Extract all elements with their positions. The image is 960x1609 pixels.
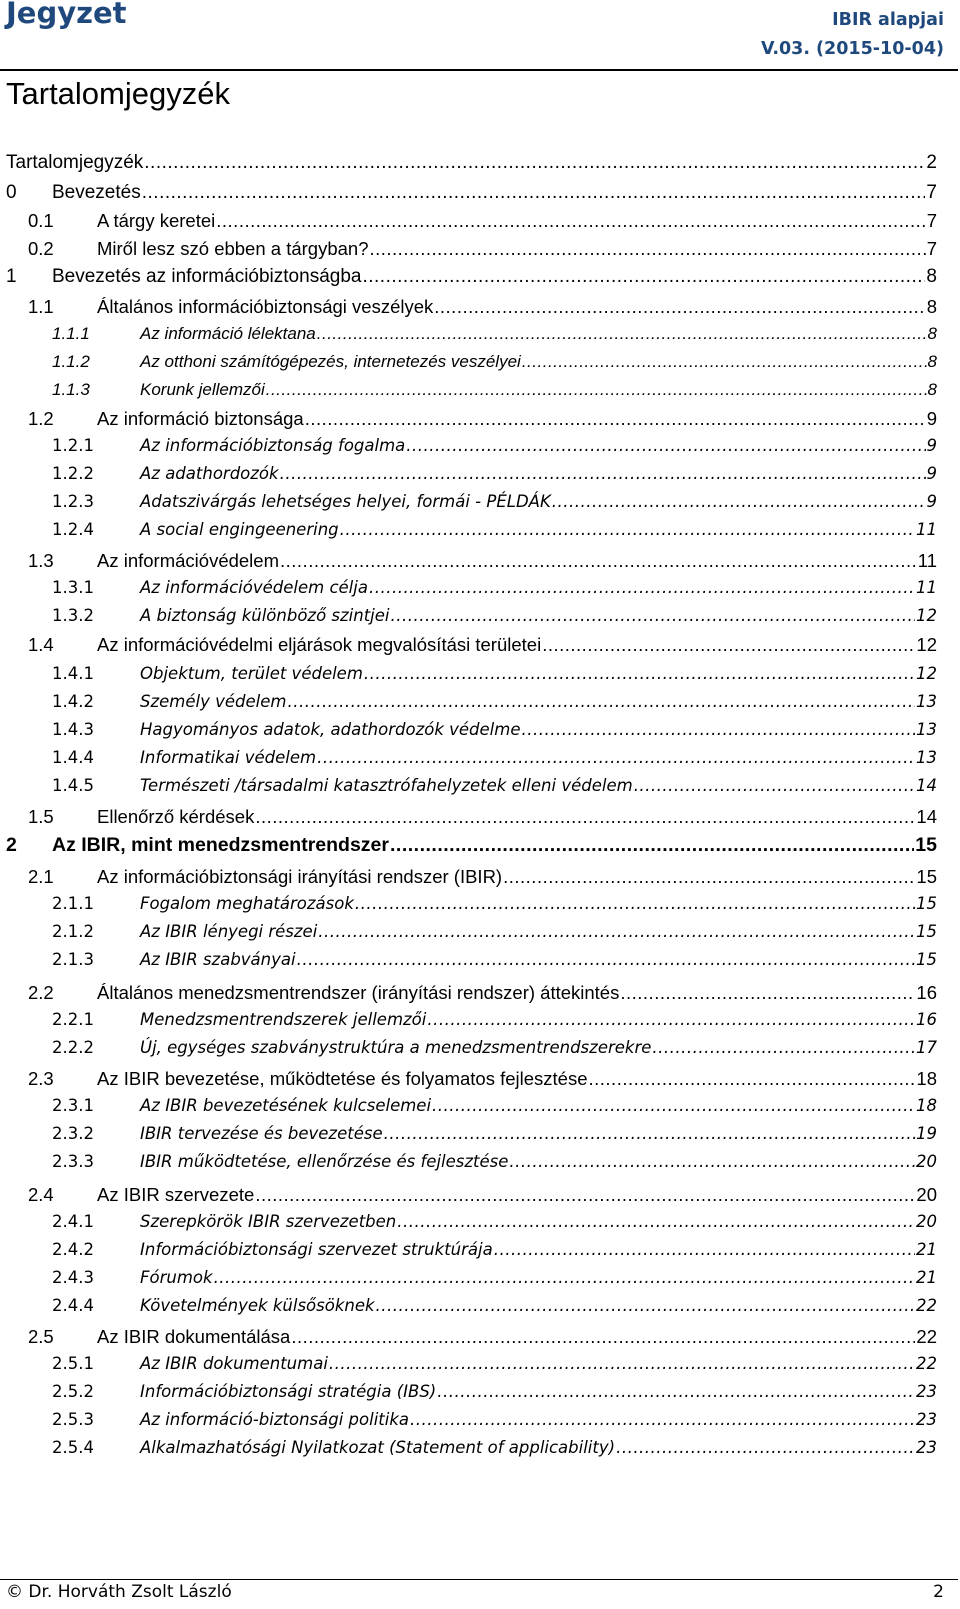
toc-entry-number: 1.2.4 (52, 520, 94, 539)
toc-entry-title: Alkalmazhatósági Nyilatkozat (Statement of applicability) (140, 1438, 616, 1457)
toc-entry-number: 2.3 (28, 1068, 54, 1089)
toc-entry-title: Az IBIR bevezetésének kulcselemei (140, 1096, 432, 1115)
toc-entry-line (97, 982, 937, 1004)
toc-entry-page: 9 (926, 408, 937, 429)
toc-entry[interactable] (0, 550, 960, 576)
toc-dot-leader (494, 1240, 915, 1259)
toc-dot-leader (432, 1096, 915, 1115)
toc-entry-page: 23 (916, 1382, 937, 1401)
toc-entry-title: Bevezetés az információbiztonságba (52, 266, 362, 287)
toc-entry[interactable] (0, 464, 960, 490)
toc-entry[interactable] (0, 436, 960, 462)
toc-entry[interactable] (0, 182, 960, 208)
toc-dot-leader (280, 464, 926, 483)
toc-entry-number: 2 (6, 834, 17, 856)
toc-entry-page: 7 (926, 210, 937, 231)
toc-entry[interactable] (0, 1410, 960, 1436)
toc-entry-page: 20 (916, 1184, 937, 1205)
toc-entry-line (140, 492, 937, 511)
toc-entry-line (140, 1096, 937, 1115)
toc-dot-leader (142, 182, 926, 204)
toc-entry-title: Általános információbiztonsági veszélyek (97, 296, 434, 317)
toc-entry-number: 2.3.3 (52, 1152, 94, 1171)
toc-entry-number: 1.1.3 (52, 380, 90, 399)
toc-entry-line (97, 1068, 937, 1090)
toc-entry-line (140, 1240, 937, 1259)
toc-dot-leader (318, 922, 915, 941)
toc-entry-title: Az adathordozók (140, 464, 279, 483)
toc-entry-page: 8 (926, 296, 937, 317)
toc-entry[interactable] (0, 922, 960, 948)
page-title: Tartalomjegyzék (6, 76, 230, 111)
toc-entry[interactable] (0, 352, 960, 378)
toc-entry[interactable] (0, 1038, 960, 1064)
toc-entry[interactable] (0, 748, 960, 774)
header-divider (0, 69, 958, 71)
toc-entry-page: 23 (916, 1438, 937, 1457)
toc-entry-page: 7 (926, 182, 937, 203)
toc-entry-number: 1.5 (28, 806, 54, 827)
toc-entry-line (140, 464, 937, 483)
toc-entry-line (140, 692, 937, 711)
toc-dot-leader (291, 1326, 915, 1348)
toc-dot-leader (255, 806, 915, 828)
toc-dot-leader (287, 692, 915, 711)
toc-entry-number: 2.3.1 (52, 1096, 94, 1115)
toc-entry-line (140, 436, 937, 455)
toc-entry[interactable] (0, 1068, 960, 1094)
toc-entry-line (140, 352, 937, 372)
page-header (0, 0, 960, 72)
toc-entry-number: 1.4.1 (52, 664, 94, 683)
toc-dot-leader (406, 436, 925, 455)
toc-dot-leader (376, 1296, 915, 1315)
toc-entry[interactable] (0, 1152, 960, 1178)
toc-entry-number: 2.5.2 (52, 1382, 94, 1401)
toc-entry-page: 23 (916, 1410, 937, 1429)
toc-entry[interactable] (0, 1240, 960, 1266)
toc-entry-title: Információbiztonsági szervezet struktúrája (140, 1240, 493, 1259)
toc-entry[interactable] (0, 606, 960, 632)
toc-entry-page: 13 (916, 748, 937, 767)
toc-entry[interactable] (0, 1382, 960, 1408)
toc-entry-number: 1.2.2 (52, 464, 94, 483)
toc-entry-line (140, 1410, 937, 1429)
toc-entry-title: Az információvédelem (97, 550, 279, 571)
toc-entry-title: Menedzsmentrendszerek jellemzői (140, 1010, 427, 1029)
toc-entry-page: 15 (916, 866, 937, 887)
toc-entry-line (97, 806, 937, 828)
toc-entry-title: Fogalom meghatározások (140, 894, 354, 913)
toc-entry-number: 1.1.2 (52, 352, 90, 371)
toc-entry-page: 12 (916, 664, 937, 683)
toc-dot-leader (317, 748, 915, 767)
toc-entry-number: 1.3.1 (52, 578, 94, 597)
toc-entry[interactable] (0, 1010, 960, 1036)
toc-dot-leader (305, 408, 926, 430)
toc-dot-leader (503, 866, 915, 888)
toc-entry-page: 13 (916, 692, 937, 711)
toc-entry[interactable] (0, 982, 960, 1008)
toc-dot-leader (620, 982, 915, 1004)
toc-entry-title: Általános menedzsmentrendszer (irányítási rendszer) áttekintés (97, 982, 620, 1003)
toc-entry-line (97, 408, 937, 430)
toc-entry-title: A tárgy keretei (97, 210, 216, 231)
toc-entry-number: 2.1 (28, 866, 54, 887)
toc-entry-title: Az információvédelem célja (140, 578, 368, 597)
toc-entry-line (97, 238, 937, 260)
toc-entry-number: 1.2.1 (52, 436, 94, 455)
toc-dot-leader (509, 1152, 915, 1171)
toc-entry-title: Követelmények külsősöknek (140, 1296, 375, 1315)
toc-entry-title: Fórumok (140, 1268, 213, 1287)
toc-entry[interactable] (0, 1268, 960, 1294)
toc-entry-line (140, 720, 937, 739)
toc-entry-line (97, 866, 937, 888)
toc-entry[interactable] (0, 296, 960, 322)
toc-entry[interactable] (0, 1184, 960, 1210)
toc-entry[interactable] (0, 266, 960, 292)
toc-entry-line (140, 520, 937, 539)
toc-entry-title: A social engingeenering (140, 520, 339, 539)
toc-entry[interactable] (0, 806, 960, 832)
toc-entry-page: 20 (916, 1212, 937, 1231)
toc-dot-leader (589, 1068, 916, 1090)
toc-entry[interactable] (0, 1212, 960, 1238)
toc-entry[interactable] (0, 664, 960, 690)
toc-entry-page: 9 (926, 492, 937, 511)
toc-entry-line (140, 664, 937, 683)
toc-dot-leader (214, 1268, 915, 1287)
toc-entry[interactable] (0, 408, 960, 434)
toc-entry-number: 2.5.1 (52, 1354, 94, 1373)
toc-entry-title: Az információbiztonság fogalma (140, 436, 406, 455)
toc-entry-title: IBIR tervezése és bevezetése (140, 1124, 383, 1143)
toc-entry-page: 15 (916, 922, 937, 941)
toc-dot-leader (340, 520, 915, 539)
toc-entry[interactable] (0, 950, 960, 976)
toc-entry-title: IBIR működtetése, ellenőrzése és fejlesztése (140, 1152, 509, 1171)
toc-entry-number: 2.1.2 (52, 922, 94, 941)
toc-dot-leader (391, 606, 915, 625)
toc-entry-line (97, 1326, 937, 1348)
toc-entry-page: 17 (916, 1038, 937, 1057)
toc-dot-leader (616, 1438, 915, 1457)
toc-entry-title: Új, egységes szabványstruktúra a menedzsmentrendszerekre (140, 1038, 652, 1057)
toc-entry-page: 18 (916, 1068, 937, 1089)
toc-entry-title: Az információ lélektana (140, 324, 316, 343)
toc-dot-leader (297, 950, 915, 969)
toc-entry-page: 22 (916, 1296, 937, 1315)
toc-entry-line (140, 1438, 937, 1457)
toc-entry-number: 1.3 (28, 550, 54, 571)
toc-entry-page: 22 (916, 1354, 937, 1373)
toc-dot-leader (552, 492, 926, 511)
footer-divider (0, 1579, 958, 1580)
toc-entry-page: 14 (916, 776, 937, 795)
toc-dot-leader (144, 152, 925, 174)
footer-page-number: 2 (933, 1582, 944, 1602)
toc-entry-page: 8 (926, 266, 937, 287)
toc-entry-title: Tartalomjegyzék (6, 152, 144, 173)
toc-entry-page: 15 (915, 834, 937, 856)
toc-entry-page: 2 (926, 152, 937, 173)
toc-entry-number: 2.3.2 (52, 1124, 94, 1143)
header-version: V.03. (2015-10-04) (761, 39, 944, 59)
toc-entry-page: 20 (916, 1152, 937, 1171)
toc-entry-line (52, 266, 937, 288)
toc-entry-number: 1.2 (28, 408, 54, 429)
toc-entry-page: 11 (917, 550, 937, 571)
toc-dot-leader (355, 894, 915, 913)
toc-dot-leader (384, 1124, 915, 1143)
toc-entry-line (140, 1010, 937, 1029)
toc-dot-leader (634, 776, 915, 795)
toc-entry-line (52, 834, 937, 857)
toc-entry-title: Adatszivárgás lehetséges helyei, formái - PÉLDÁK (140, 492, 551, 511)
toc-entry[interactable] (0, 152, 960, 178)
toc-entry-line (97, 296, 937, 318)
toc-entry-title: Korunk jellemzői (140, 380, 265, 399)
toc-entry-title: Objektum, terület védelem (140, 664, 363, 683)
toc-entry-number: 1.2.3 (52, 492, 94, 511)
toc-dot-leader (390, 834, 914, 857)
toc-entry-line (140, 776, 937, 795)
toc-entry-line (140, 1296, 937, 1315)
toc-entry-page: 11 (916, 520, 937, 539)
toc-entry-title: Szerepkörök IBIR szervezetben (140, 1212, 397, 1231)
toc-entry-title: Az információvédelmi eljárások megvalósítási területei (97, 634, 542, 655)
toc-entry-line (6, 152, 937, 174)
toc-entry-line (140, 380, 937, 400)
toc-dot-leader (362, 266, 925, 288)
toc-entry-title: Az IBIR dokumentálása (97, 1326, 291, 1347)
toc-dot-leader (434, 296, 925, 318)
toc-entry-number: 2.4.2 (52, 1240, 94, 1259)
toc-dot-leader (542, 634, 915, 656)
toc-entry-page: 7 (926, 238, 937, 259)
toc-entry[interactable] (0, 380, 960, 406)
toc-entry-title: Az IBIR dokumentumai (140, 1354, 328, 1373)
footer-copyright: © Dr. Horváth Zsolt László (6, 1582, 232, 1602)
toc-dot-leader (329, 1354, 915, 1373)
toc-entry[interactable] (0, 1124, 960, 1150)
toc-entry[interactable] (0, 866, 960, 892)
toc-entry-title: A biztonság különböző szintjei (140, 606, 390, 625)
toc-dot-leader (652, 1038, 915, 1057)
toc-entry[interactable] (0, 210, 960, 236)
toc-entry-page: 12 (916, 606, 937, 625)
toc-entry-number: 1 (6, 266, 17, 287)
toc-entry-line (140, 1038, 937, 1057)
toc-entry-page: 12 (916, 634, 937, 655)
toc-entry-number: 0.2 (28, 238, 54, 259)
toc-entry[interactable] (0, 238, 960, 264)
toc-entry-page: 16 (916, 982, 937, 1003)
toc-entry-title: Az információ biztonsága (97, 408, 304, 429)
toc-entry-number: 1.4.3 (52, 720, 94, 739)
header-doc-info (761, 6, 944, 64)
toc-entry-title: Ellenőrző kérdések (97, 806, 255, 827)
toc-entry-page: 21 (916, 1240, 937, 1259)
toc-entry-title: Hagyományos adatok, adathordozók védelme (140, 720, 521, 739)
toc-entry-page: 13 (916, 720, 937, 739)
toc-entry-number: 1.4.5 (52, 776, 94, 795)
toc-entry-title: Az otthoni számítógépezés, internetezés veszélyei (140, 352, 521, 371)
toc-entry-line (140, 1212, 937, 1231)
toc-entry[interactable] (0, 894, 960, 920)
toc-dot-leader (266, 380, 927, 400)
toc-entry-page: 15 (916, 950, 937, 969)
toc-entry-line (140, 950, 937, 969)
toc-entry-title: Az IBIR szabványai (140, 950, 296, 969)
toc-entry-title: Természeti /társadalmi katasztrófahelyzetek elleni védelem (140, 776, 633, 795)
toc-entry-page: 11 (916, 578, 937, 597)
toc-dot-leader (369, 238, 925, 260)
header-doc-type: Jegyzet (6, 0, 127, 30)
toc-entry[interactable] (0, 1438, 960, 1464)
toc-entry-page: 8 (927, 380, 937, 399)
toc-entry-page: 19 (916, 1124, 937, 1143)
toc-dot-leader (280, 550, 917, 572)
toc-entry-page: 15 (916, 894, 937, 913)
toc-entry-title: Az IBIR szervezete (97, 1184, 255, 1205)
toc-entry-number: 1.1.1 (52, 324, 90, 343)
toc-entry-line (52, 182, 937, 204)
toc-entry-page: 9 (926, 436, 937, 455)
toc-entry-number: 1.1 (28, 296, 54, 317)
toc-entry-page: 14 (916, 806, 937, 827)
toc-entry-number: 2.4.4 (52, 1296, 94, 1315)
toc-entry[interactable] (0, 1326, 960, 1352)
toc-entry-line (140, 1354, 937, 1373)
toc-entry-title: Informatikai védelem (140, 748, 317, 767)
toc-entry[interactable] (0, 520, 960, 546)
toc-entry-title: Személy védelem (140, 692, 287, 711)
toc-entry-page: 22 (916, 1326, 937, 1347)
toc-entry-number: 2.2 (28, 982, 54, 1003)
toc-entry[interactable] (0, 492, 960, 518)
toc-entry-page: 18 (916, 1096, 937, 1115)
toc-entry-line (140, 1124, 937, 1143)
toc-dot-leader (397, 1212, 915, 1231)
toc-entry-line (140, 922, 937, 941)
toc-entry-number: 2.5.3 (52, 1410, 94, 1429)
toc-entry-line (140, 1152, 937, 1171)
toc-entry[interactable] (0, 692, 960, 718)
toc-entry[interactable] (0, 834, 960, 860)
toc-entry-title: Az IBIR, mint menedzsmentrendszer (52, 834, 389, 856)
toc-entry-number: 1.4 (28, 634, 54, 655)
toc-entry-title: Az IBIR lényegi részei (140, 922, 318, 941)
toc-entry-line (140, 606, 937, 625)
toc-entry-page: 9 (926, 464, 937, 483)
toc-entry-number: 2.1.1 (52, 894, 94, 913)
toc-entry[interactable] (0, 324, 960, 350)
toc-dot-leader (369, 578, 915, 597)
toc-entry-number: 2.5 (28, 1326, 54, 1347)
header-course-title: IBIR alapjai (832, 10, 944, 30)
toc-entry[interactable] (0, 720, 960, 746)
toc-entry-line (140, 748, 937, 767)
toc-entry-page: 21 (916, 1268, 937, 1287)
toc-entry-title: Az információ-biztonsági politika (140, 1410, 410, 1429)
toc-entry-page: 16 (916, 1010, 937, 1029)
toc-entry-line (97, 210, 937, 232)
toc-dot-leader (216, 210, 925, 232)
toc-entry[interactable] (0, 776, 960, 802)
toc-entry-line (140, 324, 937, 344)
toc-entry-title: Az IBIR bevezetése, működtetése és folyamatos fejlesztése (97, 1068, 588, 1089)
toc-entry-line (140, 1382, 937, 1401)
toc-entry[interactable] (0, 1296, 960, 1322)
toc-dot-leader (317, 324, 927, 344)
toc-dot-leader (522, 352, 927, 372)
toc-entry-number: 2.1.3 (52, 950, 94, 969)
toc-dot-leader (427, 1010, 915, 1029)
toc-dot-leader (521, 720, 915, 739)
toc-entry-number: 0 (6, 182, 17, 203)
toc-entry-number: 2.2.2 (52, 1038, 94, 1057)
toc-entry[interactable] (0, 1354, 960, 1380)
toc-entry-number: 0.1 (28, 210, 54, 231)
toc-entry[interactable] (0, 1096, 960, 1122)
toc-dot-leader (437, 1382, 915, 1401)
toc-entry-number: 2.4.1 (52, 1212, 94, 1231)
toc-entry-line (97, 1184, 937, 1206)
toc-entry-page: 8 (927, 352, 937, 371)
toc-dot-leader (364, 664, 915, 683)
toc-dot-leader (410, 1410, 915, 1429)
toc-entry-line (140, 1268, 937, 1287)
toc-entry-title: Információbiztonsági stratégia (IBS) (140, 1382, 437, 1401)
toc-entry[interactable] (0, 578, 960, 604)
toc-entry-title: Miről lesz szó ebben a tárgyban? (97, 238, 369, 259)
toc-entry-line (140, 578, 937, 597)
toc-entry-line (97, 550, 937, 572)
toc-entry-number: 2.4 (28, 1184, 54, 1205)
toc-entry-number: 2.2.1 (52, 1010, 94, 1029)
toc-entry-number: 2.5.4 (52, 1438, 94, 1457)
toc-entry-line (97, 634, 937, 656)
toc-entry-number: 1.3.2 (52, 606, 94, 625)
toc-entry-page: 8 (927, 324, 937, 343)
toc-entry[interactable] (0, 634, 960, 660)
toc-entry-number: 1.4.4 (52, 748, 94, 767)
toc-dot-leader (255, 1184, 915, 1206)
toc-entry-title: Az információbiztonsági irányítási rendszer (IBIR) (97, 866, 503, 887)
toc-entry-title: Bevezetés (52, 182, 141, 203)
toc-entry-number: 2.4.3 (52, 1268, 94, 1287)
toc-entry-number: 1.4.2 (52, 692, 94, 711)
toc-entry-line (140, 894, 937, 913)
